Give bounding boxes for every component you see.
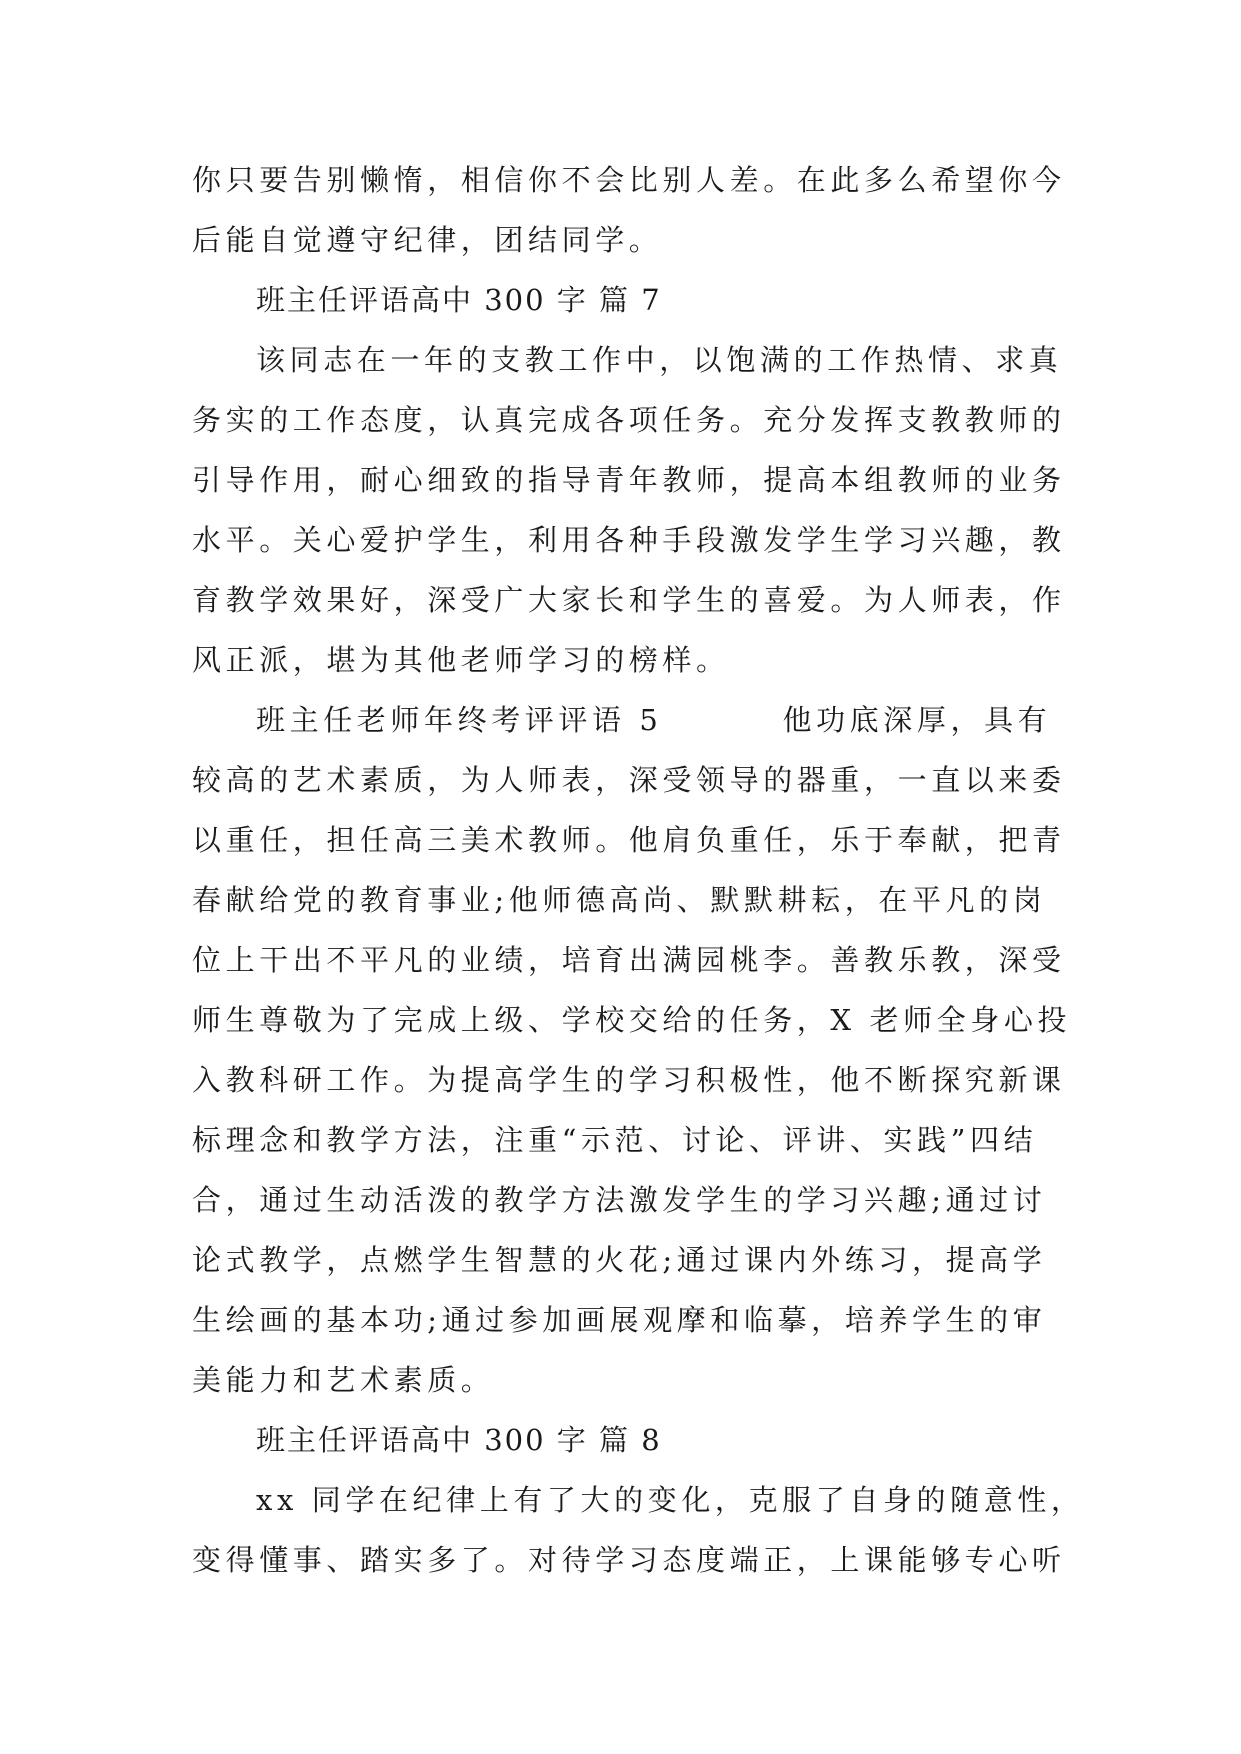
paragraph-line: 入教科研工作。为提高学生的学习积极性，他不断探究新课 [192,1063,1066,1097]
paragraph-line: xx 同学在纪律上有了大的变化，克服了自身的随意性， [256,1483,1085,1517]
section-heading: 班主任评语高中 300 字 篇 7 [256,283,662,317]
paragraph-line: 标理念和教学方法，注重“示范、讨论、评讲、实践”四结 [192,1123,1038,1157]
paragraph-line: 风正派，堪为其他老师学习的榜样。 [192,643,730,677]
document-body [192,150,1085,1590]
paragraph-line: 较高的艺术素质，为人师表，深受领导的器重，一直以来委 [192,763,1066,797]
paragraph-line: 育教学效果好，深受广大家长和学生的喜爱。为人师表，作 [192,583,1066,617]
paragraph-line [192,690,1052,750]
paragraph-line: 该同志在一年的支教工作中，以饱满的工作热情、求真 [256,343,1063,377]
paragraph-line: 水平。关心爱护学生，利用各种手段激发学生学习兴趣，教 [192,523,1066,557]
paragraph-line: 务实的工作态度，认真完成各项任务。充分发挥支教教师的 [192,403,1066,437]
paragraph-line: 以重任，担任高三美术教师。他肩负重任，乐于奉献，把青 [192,823,1066,857]
section-heading: 班主任评语高中 300 字 篇 8 [256,1423,662,1457]
paragraph-line: 春献给党的教育事业;他师德高尚、默默耕耘，在平凡的岗 [192,883,1047,917]
paragraph-line: 后能自觉遵守纪律，团结同学。 [192,223,663,257]
paragraph-line: 美能力和艺术素质。 [192,1363,495,1397]
paragraph-text: 他功底深厚，具有 [782,703,1052,737]
paragraph-line: 你只要告别懒惰，相信你不会比别人差。在此多么希望你今 [192,163,1066,197]
paragraph-line: 论式教学，点燃学生智慧的火花;通过课内外练习，提高学 [192,1243,1047,1277]
paragraph-line: 生绘画的基本功;通过参加画展观摩和临摹，培养学生的审 [192,1303,1047,1337]
inline-heading: 班主任老师年终考评评语 5 [256,703,663,737]
paragraph-line: 引导作用，耐心细致的指导青年教师，提高本组教师的业务 [192,463,1066,497]
paragraph-line: 位上干出不平凡的业绩，培育出满园桃李。善教乐教，深受 [192,943,1066,977]
paragraph-line: 变得懂事、踏实多了。对待学习态度端正，上课能够专心听 [192,1543,1066,1577]
paragraph-line: 合，通过生动活泼的教学方法激发学生的学习兴趣;通过讨 [192,1183,1047,1217]
paragraph-line: 师生尊敬为了完成上级、学校交给的任务，X 老师全身心投 [192,1003,1072,1037]
